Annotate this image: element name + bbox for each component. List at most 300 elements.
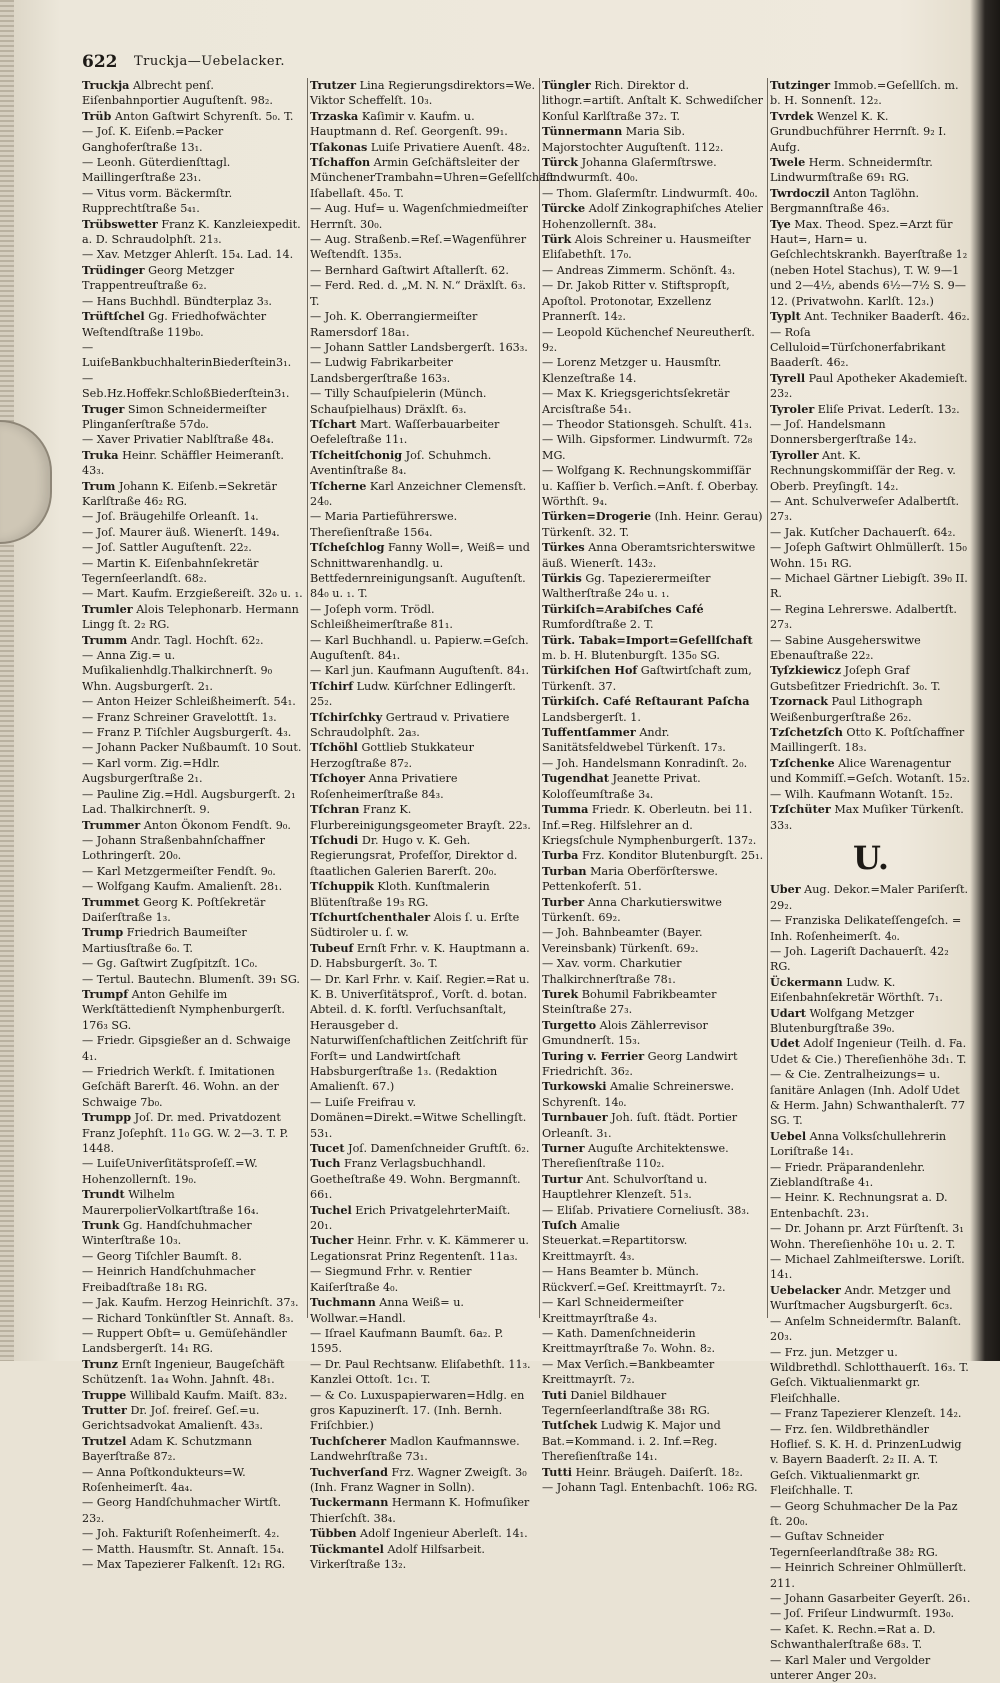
- entry-details: — Max K. Kriegsgerichtsſekretär Arcisſtraße 54₁.: [542, 387, 730, 416]
- entry-surname: Truger: [82, 401, 125, 416]
- page-header: [82, 52, 982, 78]
- directory-entry: [542, 1465, 764, 1480]
- entry-surname: Türken=Drogerie: [542, 509, 652, 524]
- entry-details: — Thom. Glaſermſtr. Lindwurmſt. 40₀.: [542, 186, 758, 200]
- directory-entry: [82, 1311, 304, 1326]
- entry-details: — Hans Buchhdl. Bündterplaz 3₃.: [82, 294, 272, 308]
- directory-entry: [82, 1357, 304, 1388]
- entry-details: — Regina Lehrerswe. Adalbertſt. 27₃.: [770, 602, 957, 632]
- entry-details: Karl Anzeichner Clemensſt. 24₀.: [310, 479, 527, 508]
- directory-entry: [82, 633, 304, 648]
- directory-entry: [82, 1064, 304, 1110]
- directory-entry: [310, 109, 536, 140]
- entry-surname: Trübswetter: [82, 216, 158, 231]
- entry-details: Johanna Glaſermſtrswe. Lindwurmſt. 40₀.: [542, 156, 717, 185]
- entry-details: Max Muſiker Türkenſt. 33₃.: [770, 803, 964, 832]
- directory-entry: [542, 1218, 764, 1264]
- directory-entry: [82, 787, 304, 818]
- directory-entry: [310, 771, 536, 802]
- entry-surname: Tuckermann: [310, 1495, 389, 1510]
- entry-details: — Joh. Lageriſt Dachauerſt. 42₂ RG.: [770, 944, 949, 974]
- directory-entry: [82, 448, 304, 479]
- entry-surname: Turgetto: [542, 1017, 597, 1032]
- entry-details: — Sabine Ausgeherswitwe Ebenauſtraße 22₂.: [770, 633, 921, 663]
- entry-details: Andr. Tagl. Hochſt. 62₂.: [127, 633, 264, 647]
- entry-surname: Tzſchüter: [770, 802, 831, 817]
- entry-surname: Trumpp: [82, 1110, 132, 1125]
- directory-entry: [310, 1233, 536, 1264]
- directory-entry: [310, 1095, 536, 1141]
- entry-surname: Udet: [770, 1036, 800, 1051]
- entry-details: Alois Telephonarb. Hermann Lingg ſt. 2₂ RG.: [82, 602, 299, 632]
- directory-entry: [770, 913, 972, 944]
- entry-details: — Leonh. Güterdienſttagl. Maillingerſtraße 23₁.: [82, 156, 231, 185]
- entry-surname: Tſchöhl: [310, 740, 358, 755]
- directory-entry: [542, 956, 764, 987]
- entry-surname: Turber: [542, 894, 585, 909]
- directory-entry: [542, 417, 764, 432]
- directory-entry: [82, 309, 304, 340]
- directory-entry: [770, 1499, 972, 1530]
- entry-details: Friedr. K. Oberleutn. bei 11. Inf.=Reg. Hilfslehrer an d. Kriegsſchule Nymphenburgerſt. 137₂.: [542, 803, 757, 847]
- directory-entry: [770, 602, 972, 633]
- entry-details: Anton Taglöhn. Bergmannſtraße 46₃.: [770, 186, 920, 216]
- entry-surname: Türkis: [542, 571, 582, 585]
- column-4: [770, 78, 972, 1683]
- directory-entry: [82, 371, 304, 402]
- entry-details: Kaſimir v. Kaufm. u. Hauptmann d. Reſ. Georgenſt. 99₁.: [310, 109, 508, 139]
- directory-entry: [542, 771, 764, 802]
- directory-entry: [82, 725, 304, 740]
- entry-details: — Luiſe Freifrau v. Domänen=Direkt.=Witwe Schellingſt. 53₁.: [310, 1095, 527, 1140]
- directory-entry: [310, 1264, 536, 1295]
- directory-entry: [310, 710, 536, 741]
- directory-entry: [82, 925, 304, 956]
- entry-surname: Trüftſchel: [82, 309, 145, 324]
- directory-entry: [310, 879, 536, 910]
- directory-entry: [770, 882, 972, 913]
- directory-entry: [310, 155, 555, 201]
- column-1: [82, 78, 304, 1571]
- entry-details: — Joh. Fakturiſt Roſenheimerſt. 4₂.: [82, 1527, 280, 1541]
- entry-surname: Turner: [542, 1141, 585, 1156]
- directory-entry: [770, 1529, 972, 1560]
- directory-entry: [542, 848, 764, 863]
- entry-details: Amalie Schreinerswe. Schyrenſt. 14₀.: [542, 1080, 735, 1109]
- entry-details: — Pauline Zig.=Hdl. Augsburgerſt. 2₁ Lad. Thalkirchnerſt. 9.: [82, 787, 296, 817]
- entry-details: Daniel Bildhauer Tegernſeerlandſtraße 38₁ RG.: [542, 1388, 710, 1417]
- entry-details: Alois Schreiner u. Hausmeiſter Eliſabethſt. 17₀.: [542, 233, 751, 262]
- directory-entry: [542, 1049, 764, 1080]
- entry-details: Joſeph Graf Gutsbeſitzer Friedrichſt. 3₀. T.: [770, 664, 941, 693]
- entry-details: Adolf Ingenieur Aberleſt. 14₁.: [356, 1527, 528, 1541]
- entry-details: — Frz. jun. Metzger u. Wildbrethdl. Schlotthauerſt. 16₃. T. Geſch. Viktualienmarkt gr. Fleiſchhalle.: [770, 1345, 969, 1405]
- directory-entry: [82, 432, 304, 447]
- entry-surname: Tſchirſchky: [310, 709, 383, 724]
- directory-entry: [82, 1187, 304, 1218]
- directory-entry: [770, 663, 972, 694]
- directory-entry: [82, 1249, 304, 1264]
- entry-details: — Heinrich Handſchuhmacher Freibadſtraße 18₁ RG.: [82, 1265, 256, 1294]
- entry-details: Anna Oberamtsrichterswitwe äuß. Wienerſt. 143₂.: [542, 541, 756, 570]
- page-number: 622: [82, 52, 118, 72]
- entry-details: — Leopold Küchenchef Neureutherſt. 9₂.: [542, 325, 755, 354]
- entry-details: — Wilh. Gipsformer. Lindwurmſt. 72₈ MG.: [542, 433, 753, 462]
- directory-entry: [542, 432, 764, 463]
- entry-surname: Tuffentſammer: [542, 725, 636, 740]
- directory-entry: [310, 602, 536, 633]
- directory-entry: [310, 448, 536, 479]
- entry-details: Anton Ökonom Fendſt. 9₀.: [140, 818, 291, 832]
- entry-surname: Tſcherne: [310, 478, 367, 493]
- entry-details: Anton Gehilfe im Werkſtättedienſt Nymphenburgerſt. 176₃ SG.: [82, 987, 285, 1032]
- directory-entry: [82, 602, 304, 633]
- directory-entry: [82, 1542, 304, 1557]
- thumb-index-tab: [0, 420, 52, 544]
- directory-entry: [770, 1560, 972, 1591]
- entry-surname: Turing v. Ferrier: [542, 1048, 645, 1063]
- entry-details: Auguſte Architektenswe. Thereſienſtraße 110₂.: [542, 1142, 729, 1171]
- directory-entry: [770, 1067, 972, 1129]
- entry-surname: Trunz: [82, 1356, 119, 1371]
- directory-entry: [542, 987, 764, 1018]
- entry-details: — Dr. Paul Rechtsanw. Eliſabethſt. 11₃. Kanzlei Ottoſt. 1c₁. T.: [310, 1357, 531, 1387]
- entry-details: — Matth. Hausmſtr. St. Annaſt. 15₄.: [82, 1542, 285, 1556]
- entry-details: Andr. Sanitätsfeldwebel Türkenſt. 17₃.: [542, 726, 726, 755]
- entry-surname: Tye: [770, 216, 791, 231]
- entry-details: Paul Apotheker Akademieſt. 23₂.: [770, 371, 968, 401]
- directory-entry: [770, 756, 972, 787]
- directory-entry: [542, 925, 764, 956]
- entry-surname: Tuchel: [310, 1202, 352, 1217]
- entry-details: Gottlieb Stukkateur Herzogſtraße 87₂.: [310, 741, 474, 770]
- entry-details: — Andreas Zimmerm. Schönſt. 4₃.: [542, 263, 736, 277]
- entry-details: — Karl vorm. Zig.=Hdlr. Augsburgerſtraße 2₁.: [82, 756, 220, 786]
- entry-surname: Turkowski: [542, 1079, 607, 1094]
- directory-entry: [542, 1110, 764, 1141]
- directory-entry: [82, 1033, 304, 1064]
- directory-entry: [542, 78, 764, 124]
- directory-entry: [542, 602, 764, 633]
- entry-details: Ludwig K. Major und Bat.=Kommand. i. 2. Inf.=Reg. Thereſienſtraße 14₁.: [542, 1419, 721, 1464]
- directory-entry: [310, 278, 536, 309]
- directory-entry: [82, 694, 304, 709]
- entry-surname: Tzornack: [770, 694, 828, 709]
- entry-details: — Joſ. K. Eiſenb.=Packer Ganghoferſtraße 13₁.: [82, 125, 224, 154]
- directory-entry: [82, 124, 304, 155]
- entry-details: — Guſtav Schneider Tegernſeerlandſtraße 38₂ RG.: [770, 1530, 938, 1559]
- entry-details: Franz Verlagsbuchhandl. Goetheſtraße 49. Wohn. Bergmannſt. 66₁.: [310, 1157, 521, 1202]
- directory-entry: [82, 586, 304, 601]
- entry-details: Immob.=Geſellſch. m. b. H. Sonnenſt. 12₂.: [770, 79, 959, 108]
- entry-details: Frz. Konditor Blutenburgſt. 25₁.: [578, 849, 764, 863]
- entry-details: m. b. H. Blutenburgſt. 135₀ SG.: [542, 649, 720, 663]
- directory-entry: [770, 1036, 972, 1067]
- directory-entry: [82, 1526, 304, 1541]
- directory-entry: [82, 710, 304, 725]
- directory-columns: [82, 78, 972, 1683]
- entry-details: — Georg Schuhmacher De la Paz ſt. 20₀.: [770, 1499, 958, 1528]
- page-left-edge: [0, 0, 14, 1361]
- directory-entry: [770, 402, 972, 417]
- directory-entry: [82, 1110, 304, 1156]
- entry-details: Anna Charkutierswitwe Türkenſt. 69₂.: [542, 895, 722, 924]
- entry-details: Alois ſ. u. Erſte Südtiroler u. ſ. w.: [310, 910, 520, 940]
- directory-entry: [542, 509, 764, 540]
- directory-entry: [542, 1141, 764, 1172]
- entry-details: Jeanette Privat. Koloſſeumſtraße 3₄.: [542, 772, 701, 801]
- entry-details: Joſ. Damenſchneider Gruftſt. 6₂.: [344, 1142, 530, 1156]
- entry-surname: Trutzer: [310, 78, 357, 92]
- entry-details: Kloth. Kunſtmalerin Blütenſtraße 19₃ RG.: [310, 880, 490, 909]
- directory-entry: [542, 1388, 764, 1419]
- entry-surname: Tſchurtſchenthaler: [310, 909, 431, 924]
- entry-details: Willibald Kaufm. Maiſt. 83₂.: [126, 1388, 288, 1402]
- directory-entry: [770, 944, 972, 975]
- entry-surname: Trutzel: [82, 1433, 127, 1448]
- directory-entry: [770, 1622, 972, 1653]
- directory-entry: [82, 1403, 304, 1434]
- directory-entry: [770, 1006, 972, 1037]
- directory-entry: [542, 663, 764, 694]
- directory-entry: [542, 201, 764, 232]
- entry-details: Ernſt Frhr. v. K. Hauptmann a. D. Habsburgerſt. 3₀. T.: [310, 941, 530, 971]
- section-letter: U.: [852, 838, 890, 877]
- entry-details: — Wolfgang K. Rechnungskommiſſär u. Kaſſier b. Verſich.=Anſt. f. Oberbay. Wörthſt. 9₄.: [542, 464, 759, 508]
- entry-details: — Heinr. K. Rechnungsrat a. D. Entenbachſt. 23₁.: [770, 1191, 948, 1220]
- entry-surname: Tzſchenke: [770, 755, 835, 770]
- directory-entry: [542, 1480, 764, 1495]
- entry-details: — Siegmund Frhr. v. Rentier Kaiſerſtraße 4₀.: [310, 1265, 472, 1294]
- directory-entry: [82, 263, 304, 294]
- entry-details: — Xav. vorm. Charkutier Thalkirchnerſtraße 78₁.: [542, 957, 682, 986]
- directory-entry: [82, 1434, 304, 1465]
- entry-details: — Anna Zig.= u. Muſikalienhdlg.Thalkirchnerſt. 9₀ Whn. Augsburgerſt. 2₁.: [82, 649, 273, 693]
- entry-details: — Georg Handſchuhmacher Wirtſt. 23₂.: [82, 1496, 282, 1525]
- directory-entry: [82, 540, 304, 555]
- running-title: Truckja—Uebelacker.: [134, 54, 286, 69]
- entry-details: — Dr. Karl Frhr. v. Kaiſ. Regier.=Rat u. K. B. Univerſitätsprof., Vorſt. d. botan. Abteil. d. K. forſtl. Verſuchsanſtalt, Herausgeber d. Naturwiſſenſchaftlichen Zeitſchrift für Forſt= und Landwirtſchaft Habsburgerſtraße 1₃. (Redaktion Amalienſt. 67.): [310, 972, 530, 1094]
- entry-details: Simon Schneidermeiſter Plinganſerſtraße 57d₀.: [82, 402, 267, 431]
- entry-surname: Tucher: [310, 1233, 354, 1248]
- entry-surname: Tüngler: [542, 78, 591, 92]
- directory-entry: [770, 448, 972, 494]
- entry-surname: Tſchoyer: [310, 771, 366, 786]
- directory-entry: [542, 232, 764, 263]
- directory-entry: [310, 140, 536, 155]
- entry-details: — & Co. Luxuspapierwaren=Hdlg. en gros Kapuzinerſt. 17. (Inh. Bernh. Friſchbier.): [310, 1388, 525, 1433]
- entry-details: — Joſ. Bräugehilfe Orleanſt. 1₄.: [82, 510, 259, 524]
- directory-entry: [82, 740, 304, 755]
- directory-entry: [770, 1314, 972, 1345]
- entry-surname: Trum: [82, 478, 116, 493]
- entry-details: Johann K. Eiſenb.=Sekretär Karlſtraße 46₂ RG.: [82, 479, 277, 508]
- entry-details: — Joh. Bahnbeamter (Bayer. Vereinsbank) Türkenſt. 69₂.: [542, 926, 703, 955]
- entry-surname: Türk: [542, 232, 572, 247]
- entry-details: Heinr. Frhr. v. K. Kämmerer u. Legationsrat Prinz Regentenſt. 11a₃.: [310, 1234, 529, 1263]
- entry-surname: Tutſchek: [542, 1418, 598, 1433]
- entry-details: Frz. Wagner Zweigſt. 3₀ (Inh. Franz Wagner in Solln).: [310, 1465, 527, 1494]
- directory-entry: [310, 309, 536, 340]
- entry-details: — Joh. Handelsmann Konradinſt. 2₀.: [542, 756, 748, 770]
- entry-surname: Turnbauer: [542, 1110, 608, 1125]
- entry-details: — Hans Beamter b. Münch. Rückverſ.=Geſ. Kreittmayrſt. 7₂.: [542, 1265, 726, 1294]
- entry-surname: Trzaska: [310, 108, 359, 123]
- entry-details: Landsbergerſt. 1.: [542, 710, 641, 724]
- entry-surname: Truckja: [82, 78, 130, 92]
- entry-surname: Türk. Tabak=Import=Geſellſchaft: [542, 632, 753, 647]
- directory-entry: [770, 309, 972, 324]
- entry-details: — Friedr. Präparandenlehr. Zieblandſtraße 4₁.: [770, 1160, 926, 1190]
- entry-details: — Aug. Huf= u. Wagenſchmiedmeiſter Herrnſt. 30₀.: [310, 202, 528, 231]
- directory-entry: [770, 1422, 972, 1499]
- entry-details: — Dr. Jakob Ritter v. Stiftspropſt, Apoſtol. Protonotar, Exzellenz Prannerſt. 14₂.: [542, 279, 730, 324]
- entry-surname: Tyſzkiewicz: [770, 663, 841, 678]
- entry-details: Maria Oberförſterswe. Pettenkoferſt. 51.: [542, 864, 718, 894]
- entry-details: — Friedr. Gipsgießer an d. Schwaige 4₁.: [82, 1034, 291, 1063]
- directory-entry: [82, 217, 304, 248]
- entry-surname: Turtur: [542, 1171, 583, 1186]
- entry-surname: Tſchart: [310, 416, 357, 431]
- directory-entry: [310, 633, 536, 664]
- directory-entry: [310, 232, 536, 263]
- entry-details: Adolf Zinkographiſches Atelier Hohenzollernſt. 38₄.: [542, 202, 763, 231]
- entry-details: — Max Tapezierer Falkenſt. 12₁ RG.: [82, 1558, 286, 1571]
- entry-details: — Joſ. Maurer äuß. Wienerſt. 149₄.: [82, 525, 280, 539]
- directory-entry: [82, 1295, 304, 1310]
- directory-entry: [82, 509, 304, 524]
- directory-entry: [310, 663, 536, 678]
- entry-details: — Johann Gasarbeiter Geyerſt. 26₁.: [770, 1592, 971, 1605]
- entry-surname: Tuchverſand: [310, 1464, 388, 1479]
- entry-surname: Türkiſchen Hof: [542, 663, 638, 678]
- directory-entry: [310, 1295, 536, 1326]
- entry-details: Dr. Joſ. freireſ. Geſ.=u. Gerichtsadvokat Amalienſt. 43₃.: [82, 1403, 263, 1433]
- entry-surname: Trumpf: [82, 986, 129, 1001]
- entry-details: Madlon Kaufmannswe. Landwehrſtraße 73₁.: [310, 1434, 520, 1464]
- directory-entry: [542, 186, 764, 201]
- directory-entry: [310, 509, 536, 540]
- directory-entry: [310, 1203, 536, 1234]
- entry-details: — Karl Buchhandl. u. Papierw.=Geſch. Auguſtenſt. 84₁.: [310, 633, 529, 663]
- directory-entry: [82, 479, 304, 510]
- directory-entry: [310, 1526, 536, 1541]
- directory-entry: [542, 1357, 764, 1388]
- entry-surname: Tübben: [310, 1526, 357, 1541]
- directory-entry: [770, 109, 972, 155]
- entry-surname: Tutti: [542, 1464, 573, 1479]
- entry-details: — Karl jun. Kaufmann Auguſtenſt. 84₁.: [310, 664, 530, 678]
- directory-entry: [770, 217, 972, 309]
- entry-details: — Jak. Kutſcher Dachauerſt. 64₂.: [770, 525, 956, 539]
- directory-entry: [770, 78, 972, 109]
- directory-entry: [310, 1495, 536, 1526]
- directory-entry: [770, 371, 972, 402]
- entry-details: — Franz P. Tiſchler Augsburgerſt. 4₃.: [82, 726, 292, 740]
- directory-entry: [82, 1264, 304, 1295]
- entry-details: Ant. Techniker Baaderſt. 46₂.: [800, 310, 970, 324]
- entry-details: — Karl Metzgermeiſter Fendſt. 9₀.: [82, 864, 276, 878]
- directory-entry: [542, 1018, 764, 1049]
- directory-entry: [542, 1295, 764, 1326]
- directory-entry: [542, 864, 764, 895]
- directory-entry: [310, 679, 536, 710]
- entry-details: Georg Metzger Trappentreuſtraße 6₂.: [82, 263, 235, 293]
- directory-entry: [82, 1465, 304, 1496]
- directory-entry: [310, 1357, 536, 1388]
- entry-surname: Tyroler: [770, 401, 815, 416]
- directory-entry: [82, 1326, 304, 1357]
- directory-entry: [310, 833, 536, 879]
- directory-entry: [770, 1283, 972, 1314]
- entry-surname: Tückmantel: [310, 1541, 384, 1556]
- directory-entry: [770, 802, 972, 833]
- directory-entry: [542, 124, 764, 155]
- entry-details: Alice Warenagentur und Kommiſſ.=Geſch. Wotanſt. 15₂.: [770, 756, 971, 786]
- entry-surname: Tuti: [542, 1387, 567, 1402]
- entry-details: Adam K. Schutzmann Bayerſtraße 87₂.: [82, 1434, 252, 1464]
- entry-surname: Trummet: [82, 894, 140, 909]
- entry-details: Heinr. Bräugeh. Daiſerſt. 18₂.: [572, 1465, 743, 1479]
- directory-entry: [310, 1326, 536, 1357]
- directory-entry: [542, 540, 764, 571]
- directory-entry: [82, 864, 304, 879]
- directory-entry: [542, 633, 764, 664]
- entry-details: — Friedrich Werkſt. f. Imitationen Geſchäft Barerſt. 46. Wohn. an der Schwaige 7b₀.: [82, 1065, 279, 1109]
- entry-details: — Ruppert Obſt= u. Gemüſehändler Landsbergerſt. 14₁ RG.: [82, 1326, 287, 1356]
- directory-entry: [82, 895, 304, 926]
- directory-entry: [82, 1388, 304, 1403]
- directory-entry: [82, 1156, 304, 1187]
- entry-surname: Turba: [542, 848, 579, 863]
- directory-entry: [770, 417, 972, 448]
- entry-details: Franz K. Kanzleiexpedit. a. D. Schraudolphſt. 21₃.: [82, 217, 301, 247]
- entry-details: Maria Sib. Majorstochter Auguſtenſt. 112₂.: [542, 125, 724, 154]
- directory-entry: [310, 1542, 536, 1573]
- entry-details: — Franz Tapezierer Klenzeſt. 14₂.: [770, 1407, 962, 1421]
- entry-details: — Kath. Damenſchneiderin Kreittmayrſtraße 7₀. Wohn. 8₂.: [542, 1326, 716, 1356]
- entry-details: Dr. Hugo v. K. Geh. Regierungsrat, Profeſſor, Direktor d. ſtaatlichen Galerien Barerſt. 20₀.: [310, 833, 518, 878]
- directory-entry: [310, 386, 536, 417]
- entry-details: Erich PrivatgelehrterMaiſt. 20₁.: [310, 1203, 511, 1233]
- entry-details: — Johann Tagl. Entenbachſt. 106₂ RG.: [542, 1480, 758, 1494]
- entry-details: Rumfordſtraße 2. T.: [542, 618, 654, 632]
- directory-entry: [542, 263, 764, 278]
- directory-entry: [542, 1203, 764, 1218]
- directory-entry: [770, 186, 972, 217]
- entry-surname: Tubeuf: [310, 940, 354, 955]
- directory-entry: [82, 78, 304, 109]
- entry-details: Fanny Woll=, Weiß= und Schnittwarenhandlg. u. Bettfedernreinigungsanſt. Auguſtenſt. 84₀ u. ₁. T.: [310, 541, 530, 601]
- entry-details: — Joſ. Friſeur Lindwurmſt. 193₀.: [770, 1607, 955, 1621]
- entry-details: Max. Theod. Spez.=Arzt für Haut=, Harn= u. Geſchlechtskrankh. Bayerſtraße 1₂ (neben Hotel Stachus), T. W. 9—1 und 2—4½, abends 6½—7½ S. 9—12. (Privatwohn. Karlſt. 12₃.): [770, 217, 968, 308]
- directory-entry: [770, 155, 972, 186]
- entry-details: — Franziska Delikateſſengeſch. = Inh. Roſenheimerſt. 4₀.: [770, 914, 962, 943]
- entry-details: Wenzel K. K. Grundbuchführer Herrnſt. 9₂ I. Aufg.: [770, 109, 947, 154]
- directory-entry: [542, 895, 764, 926]
- entry-details: — Theodor Stationsgeh. Schulſt. 41₃.: [542, 417, 753, 431]
- directory-entry: [542, 278, 764, 324]
- entry-details: Friedrich Baumeiſter Martiusſtraße 6₀. T.: [82, 926, 247, 955]
- entry-details: Paul Lithograph Weißenburgerſtraße 26₂.: [770, 695, 923, 724]
- entry-details: Otto K. Poſtſchaffner Maillingerſt. 18₃.: [770, 726, 965, 755]
- entry-surname: Tucet: [310, 1141, 345, 1156]
- directory-entry: [82, 247, 304, 262]
- entry-details: — Ant. Schulverweſer Adalbertſt. 27₃.: [770, 494, 960, 524]
- entry-details: Georg K. Poſtſekretär Daiſerſtraße 1₃.: [82, 895, 266, 924]
- directory-entry: [82, 155, 304, 186]
- entry-surname: Trump: [82, 925, 124, 940]
